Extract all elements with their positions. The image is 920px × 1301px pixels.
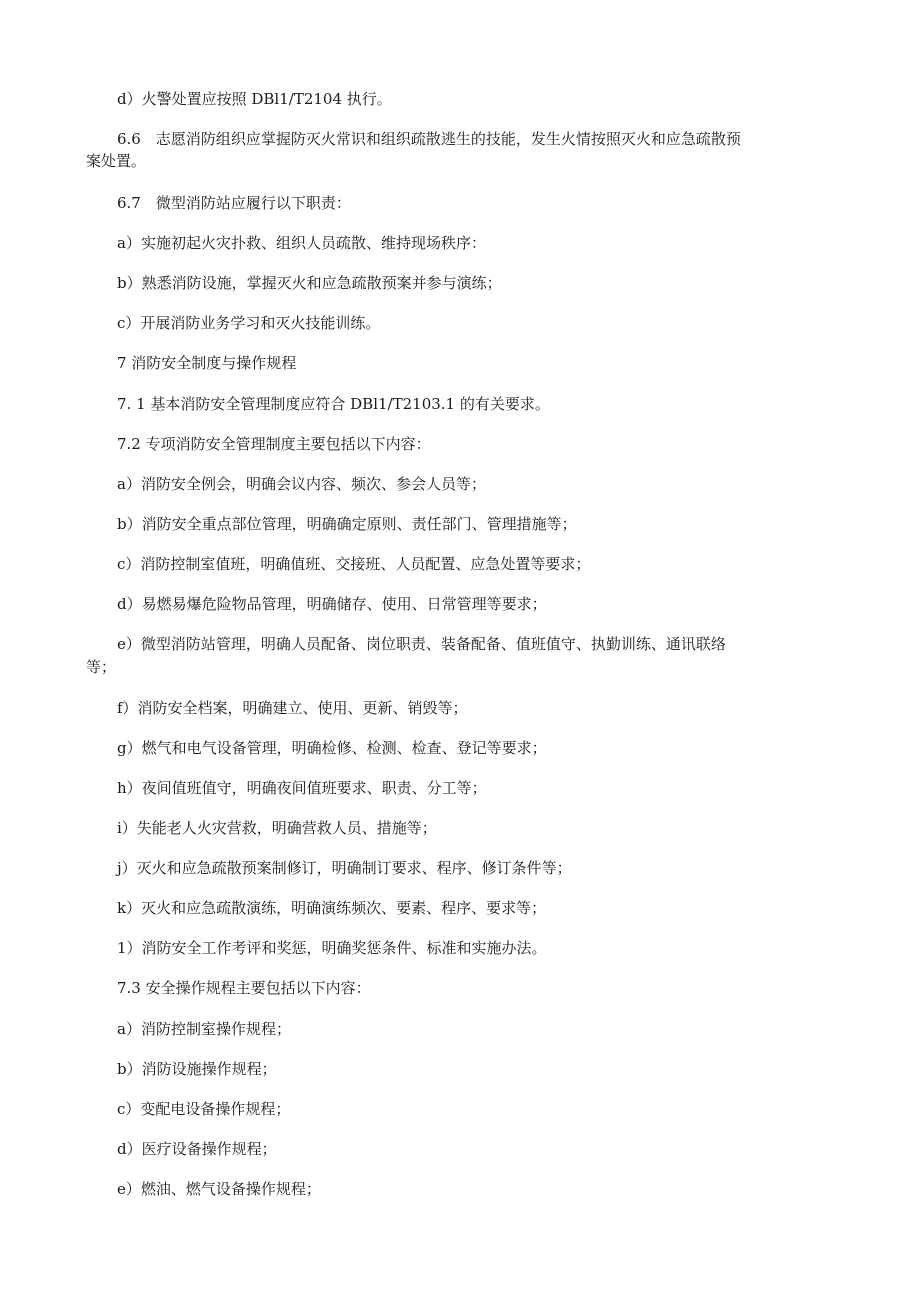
text-line: d）易燃易爆危险物品管理，明确储存、使用、日常管理等要求； [117,595,547,613]
text-line: i）失能老人火灾营救，明确营救人员、措施等； [117,819,437,837]
text-line: b）熟悉消防设施，掌握灭火和应急疏散预案并参与演练； [117,274,502,292]
section-heading: 7 消防安全制度与操作规程 [117,354,297,372]
text-line: c）变配电设备操作规程； [117,1100,291,1118]
text-line: g）燃气和电气设备管理，明确检修、检测、检查、登记等要求； [117,739,547,757]
text-line: 1）消防安全工作考评和奖惩，明确奖惩条件、标准和实施办法。 [117,939,547,957]
text-line: k）灭火和应急疏散演练，明确演练频次、要素、程序、要求等； [117,899,547,917]
text-line: 7.3 安全操作规程主要包括以下内容： [117,979,371,997]
text-line: c）消防控制室值班，明确值班、交接班、人员配置、应急处置等要求； [117,555,591,573]
text-line: a）消防控制室操作规程； [117,1020,291,1038]
text-line: c）开展消防业务学习和灭火技能训练。 [117,314,381,332]
text-line: b）消防设施操作规程； [117,1060,277,1078]
text-line: h）夜间值班值守，明确夜间值班要求、职责、分工等； [117,779,487,797]
text-line: d）医疗设备操作规程； [117,1140,277,1158]
text-line: b）消防安全重点部位管理，明确确定原则、责任部门、管理措施等； [117,515,577,533]
text-line: 6.6 志愿消防组织应掌握防灭火常识和组织疏散逃生的技能，发生火情按照灭火和应急疏散预 [117,130,741,148]
text-line: e）微型消防站管理，明确人员配备、岗位职责、装备配备、值班值守、执勤训练、通讯联络 [117,635,726,653]
text-line: a）消防安全例会，明确会议内容、频次、参会人员等； [117,475,486,493]
text-line: 等； [86,658,117,676]
text-line: f）消防安全档案，明确建立、使用、更新、销毁等； [117,699,468,717]
text-line: j）灭火和应急疏散预案制修订，明确制订要求、程序、修订条件等； [117,859,572,877]
text-line: 7.2 专项消防安全管理制度主要包括以下内容： [117,435,431,453]
text-line: a）实施初起火灾扑救、组织人员疏散、维持现场秩序： [117,234,486,252]
text-line: 7. 1 基本消防安全管理制度应符合 DBl1/T2103.1 的有关要求。 [117,395,550,413]
text-line: 案处置。 [86,152,147,170]
text-line: e）燃油、燃气设备操作规程； [117,1180,321,1198]
text-line: 6.7 微型消防站应履行以下职责： [117,194,351,212]
text-line: d）火警处置应按照 DBl1/T2104 执行。 [117,90,392,108]
